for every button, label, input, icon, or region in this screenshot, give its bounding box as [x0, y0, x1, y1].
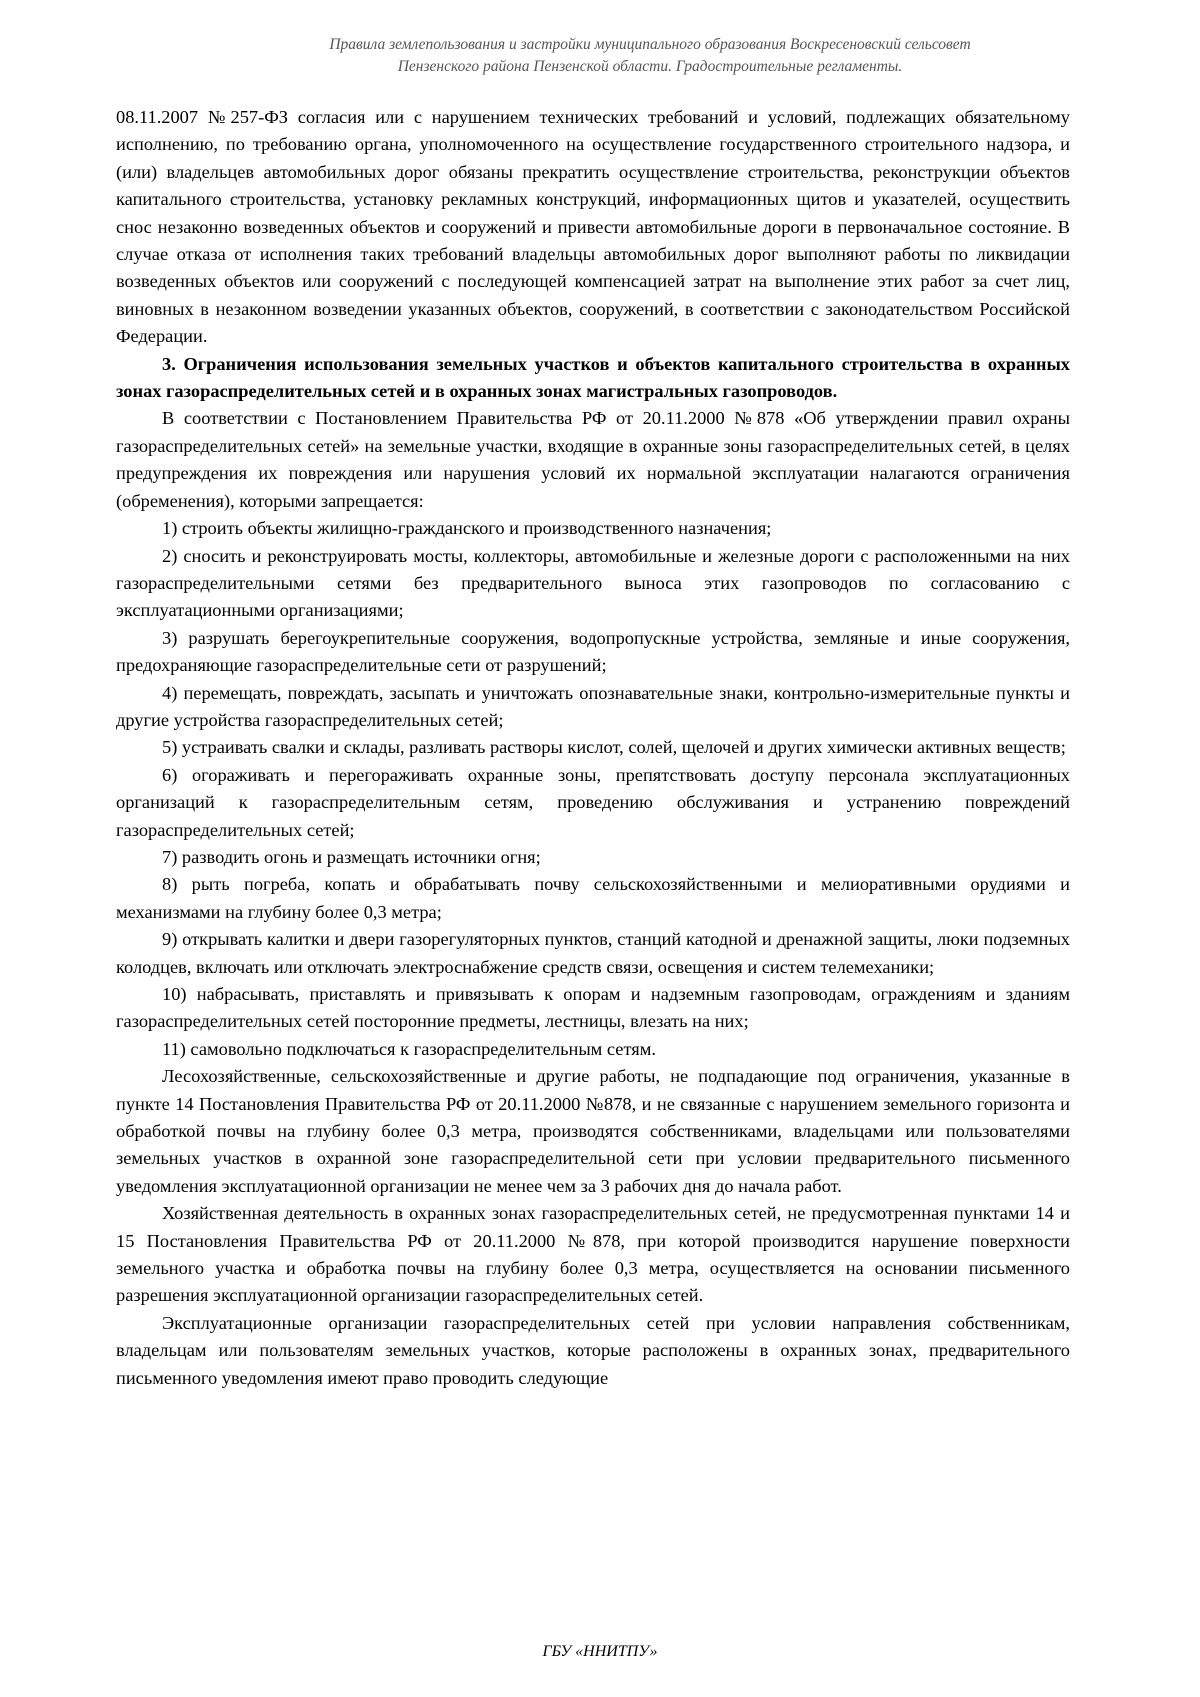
list-item-7: 7) разводить огонь и размещать источники огня; — [162, 846, 541, 867]
paragraph-intro: В соответствии с Постановлением Правительства РФ от 20.11.2000 №878 «Об утверждении правил охраны газораспределительных сетей» на земельные участки, входящие в охранные зоны газораспределительных сетей, в целях предупреждения их повреждения или нарушения условий их нормальной эксплуатации налагаются ограничения (обременения), которыми запрещается: — [116, 408, 1070, 511]
header-line-1: Правила землепользования и застройки муниципального образования Воскресеновский сельсовет — [329, 36, 971, 53]
paragraph-forestry: Лесохозяйственные, сельскохозяйственные и другие работы, не подпадающие под ограничения, указанные в пункте 14 Постановления Правительства РФ от 20.11.2000 №878, и не связанные с нарушением земельного горизонта и обработкой почвы на глубину более 0,3 метра, производятся собственниками, владельцами или пользователями земельных участков в охранной зоне газораспределительной сети при условии предварительного письменного уведомления эксплуатационной организации не менее чем за 3 рабочих дня до начала работ. — [116, 1066, 1070, 1196]
running-header — [200, 34, 1100, 78]
paragraph-economic-activity: Хозяйственная деятельность в охранных зонах газораспределительных сетей, не предусмотренная пунктами 14 и 15 Постановления Правительства РФ от 20.11.2000 №878, при которой производится нарушение поверхности земельного участка и обработка почвы на глубину более 0,3 метра, осуществляется на основании письменного разрешения эксплуатационной организации газораспределительных сетей. — [116, 1203, 1070, 1306]
list-item-10: 10) набрасывать, приставлять и привязывать к опорам и надземным газопроводам, ограждениям и зданиям газораспределительных сетей посторонние предметы, лестницы, влезать на них; — [116, 984, 1070, 1032]
document-body — [116, 104, 1070, 1392]
list-item-9: 9) открывать калитки и двери газорегуляторных пунктов, станций катодной и дренажной защиты, люки подземных колодцев, включать или отключать электроснабжение средств связи, освещения и систем телемеханики; — [116, 929, 1070, 977]
list-item-6: 6) огораживать и перегораживать охранные зоны, препятствовать доступу персонала эксплуатационных организаций к газораспределительным сетям, проведению обслуживания и устранению повреждений газораспределительных сетей; — [116, 764, 1070, 840]
paragraph-operating-organizations: Эксплуатационные организации газораспределительных сетей при условии направления собственникам, владельцам или пользователям земельных участков, которые расположены в охранных зонах, предварительного письменного уведомления имеют право проводить следующие — [116, 1312, 1070, 1388]
header-line-2: Пензенского района Пензенской области. Градостроительные регламенты. — [397, 58, 903, 75]
list-item-4: 4) перемещать, повреждать, засыпать и уничтожать опознавательные знаки, контрольно-измерительные пункты и другие устройства газораспределительных сетей; — [116, 682, 1070, 730]
running-footer: ГБУ «ННИТПУ» — [542, 1643, 658, 1660]
section-heading: 3. Ограничения использования земельных участков и объектов капитального строительства в охранных зонах газораспределительных сетей и в охранных зонах магистральных газопроводов. — [116, 353, 1070, 402]
list-item-5: 5) устраивать свалки и склады, разливать растворы кислот, солей, щелочей и других химически активных веществ; — [162, 737, 1066, 758]
list-item-3: 3) разрушать берегоукрепительные сооружения, водопропускные устройства, земляные и иные сооружения, предохраняющие газораспределительные сети от разрушений; — [116, 627, 1070, 676]
list-item-8: 8) рыть погреба, копать и обрабатывать почву сельскохозяйственными и мелиоративными орудиями и механизмами на глубину более 0,3 метра; — [116, 874, 1070, 922]
paragraph-continuation: 08.11.2007 №257-ФЗ согласия или с нарушением технических требований и условий, подлежащих обязательному исполнению, по требованию органа, уполномоченного на осуществление государственного строительного надзора, и (или) владельцев автомобильных дорог обязаны прекратить осуществление строительства, реконструкции объектов капитального строительства, установку рекламных конструкций, информационных щитов и указателей, осуществить снос незаконно возведенных объектов и сооружений и привести автомобильные дороги в первоначальное состояние. В случае отказа от исполнения таких требований владельцы автомобильных дорог выполняют работы по ликвидации возведенных объектов или сооружений с последующей компенсацией затрат на выполнение этих работ за счет лиц, виновных в незаконном возведении указанных объектов, сооружений, в соответствии с законодательством Российской Федерации. — [116, 107, 1070, 347]
list-item-1: 1) строить объекты жилищно-гражданского и производственного назначения; — [162, 518, 772, 539]
list-item-11: 11) самовольно подключаться к газораспределительным сетям. — [162, 1038, 656, 1059]
list-item-2: 2) сносить и реконструировать мосты, коллекторы, автомобильные и железные дороги с расположенными на них газораспределительными сетями без предварительного выноса этих газопроводов по согласованию с эксплуатационными организациями; — [116, 545, 1070, 621]
